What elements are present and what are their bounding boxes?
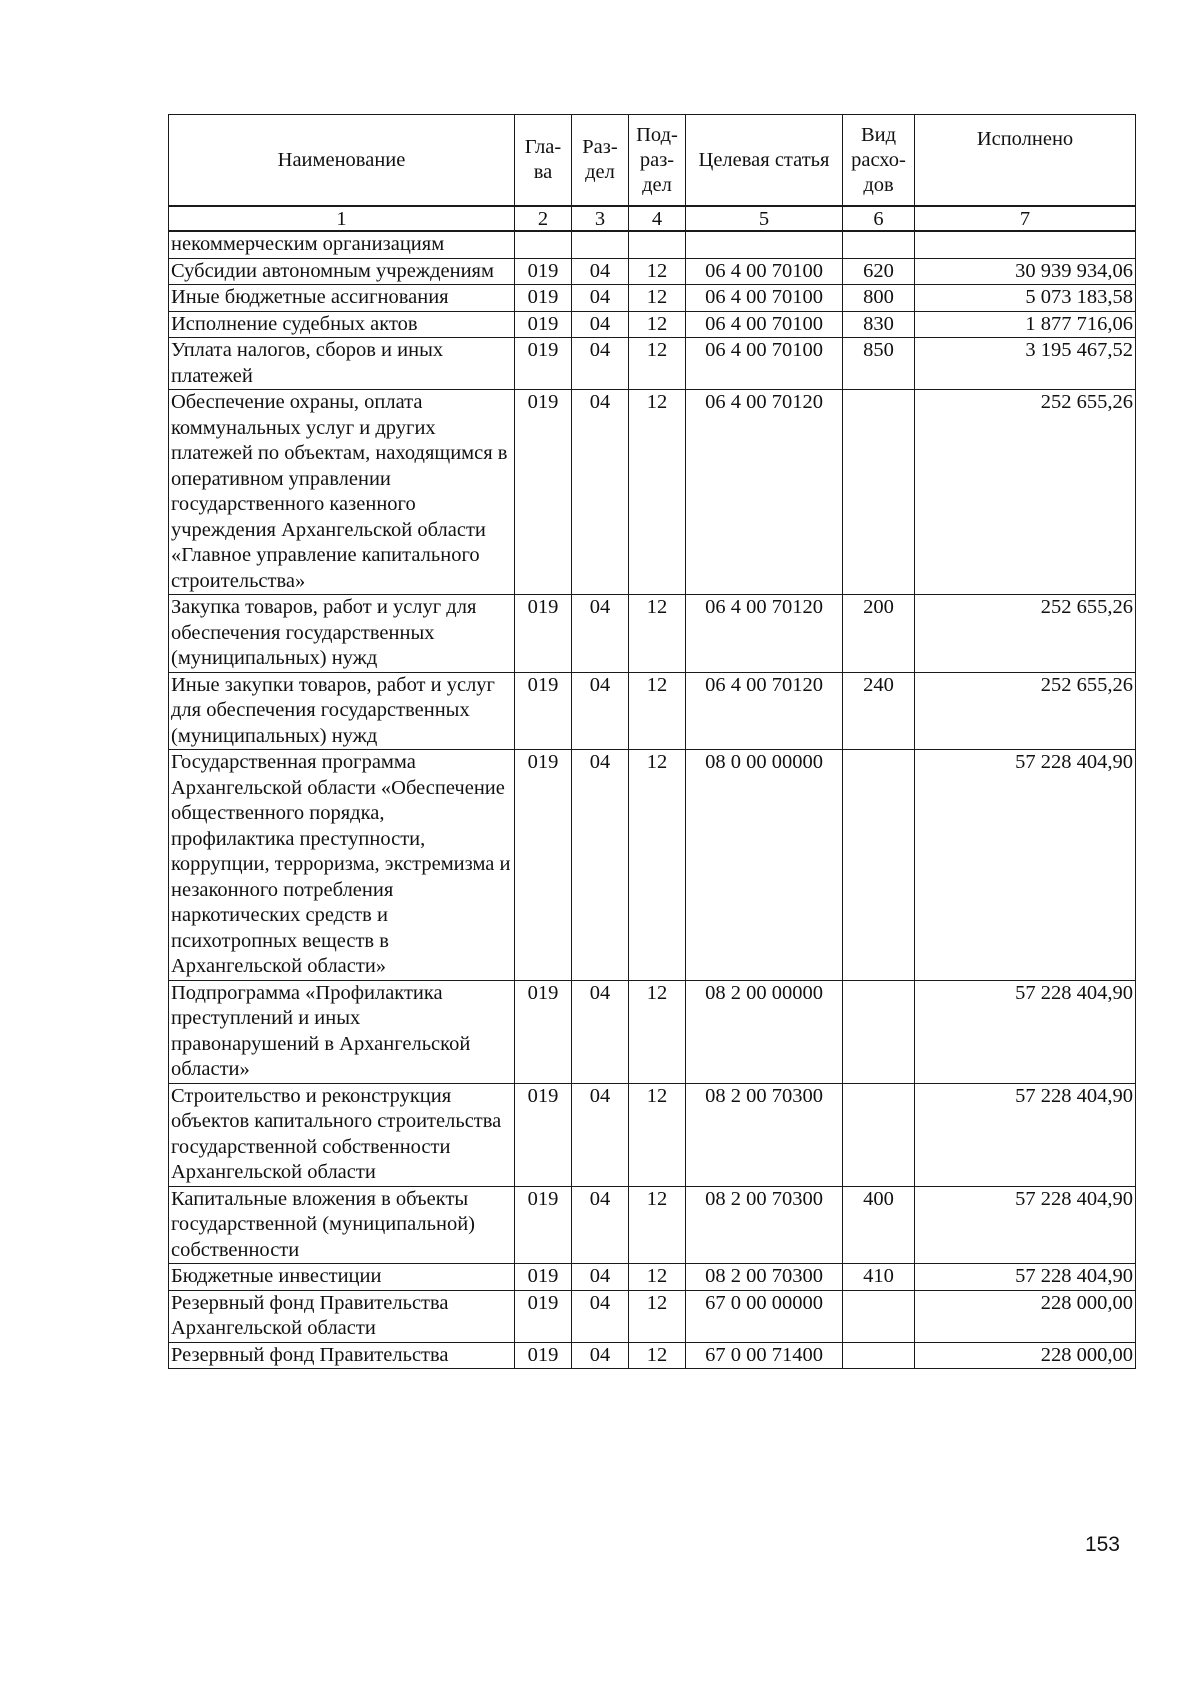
row-target-article: 06 4 00 70100 [686,285,843,312]
row-chapter: 019 [515,1186,572,1264]
row-target-article: 06 4 00 70100 [686,258,843,285]
row-executed-amount: 252 655,26 [915,390,1136,595]
row-executed-amount [915,231,1136,258]
column-number: 4 [629,206,686,231]
column-number: 7 [915,206,1136,231]
row-expense-type [843,1083,915,1186]
row-executed-amount: 57 228 404,90 [915,1264,1136,1291]
header-name: Наименование [169,115,515,207]
row-name: Резервный фонд Правительства [169,1342,515,1369]
row-expense-type: 200 [843,595,915,673]
row-executed-amount: 5 073 183,58 [915,285,1136,312]
column-number: 6 [843,206,915,231]
row-section: 04 [572,595,629,673]
row-section: 04 [572,1186,629,1264]
column-number: 2 [515,206,572,231]
row-subsection: 12 [629,390,686,595]
page-number: 153 [1084,1533,1120,1556]
row-chapter: 019 [515,338,572,390]
table-row [169,258,1136,285]
row-executed-amount: 3 195 467,52 [915,338,1136,390]
row-chapter [515,231,572,258]
row-expense-type [843,750,915,981]
table-row [169,980,1136,1083]
row-name: Исполнение судебных актов [169,311,515,338]
row-expense-type: 850 [843,338,915,390]
row-section: 04 [572,1290,629,1342]
row-target-article: 08 2 00 70300 [686,1264,843,1291]
row-subsection: 12 [629,1186,686,1264]
row-executed-amount: 228 000,00 [915,1342,1136,1369]
row-name: Субсидии автономным учреждениям [169,258,515,285]
row-target-article: 08 2 00 70300 [686,1083,843,1186]
row-section: 04 [572,285,629,312]
row-target-article: 67 0 00 00000 [686,1290,843,1342]
row-subsection: 12 [629,1083,686,1186]
row-target-article: 08 2 00 00000 [686,980,843,1083]
row-section: 04 [572,311,629,338]
row-chapter: 019 [515,1290,572,1342]
row-chapter: 019 [515,672,572,750]
column-number: 1 [169,206,515,231]
row-subsection: 12 [629,338,686,390]
table-row [169,1264,1136,1291]
row-subsection: 12 [629,750,686,981]
row-section: 04 [572,390,629,595]
row-target-article [686,231,843,258]
row-expense-type: 240 [843,672,915,750]
row-expense-type: 620 [843,258,915,285]
table-row [169,231,1136,258]
row-section: 04 [572,980,629,1083]
row-section: 04 [572,258,629,285]
row-chapter: 019 [515,390,572,595]
table-row [169,285,1136,312]
row-expense-type: 800 [843,285,915,312]
row-section: 04 [572,1264,629,1291]
row-chapter: 019 [515,1342,572,1369]
row-expense-type [843,390,915,595]
row-section: 04 [572,750,629,981]
row-executed-amount: 252 655,26 [915,595,1136,673]
table-row [169,672,1136,750]
row-subsection: 12 [629,1342,686,1369]
row-target-article: 06 4 00 70120 [686,390,843,595]
table-row [169,750,1136,981]
table-row [169,1083,1136,1186]
row-subsection [629,231,686,258]
table-row [169,311,1136,338]
row-subsection: 12 [629,595,686,673]
row-chapter: 019 [515,258,572,285]
row-expense-type: 410 [843,1264,915,1291]
row-name: некоммерческим организациям [169,231,515,258]
row-name: Иные бюджетные ассигнования [169,285,515,312]
row-target-article: 08 0 00 00000 [686,750,843,981]
row-target-article: 08 2 00 70300 [686,1186,843,1264]
row-expense-type: 830 [843,311,915,338]
row-subsection: 12 [629,1264,686,1291]
table-row [169,1186,1136,1264]
header-executed: Исполнено [915,115,1136,207]
row-chapter: 019 [515,595,572,673]
row-name: Иные закупки товаров, работ и услуг для обеспечения государственных (муниципальных) нужд [169,672,515,750]
row-executed-amount: 1 877 716,06 [915,311,1136,338]
budget-execution-table [168,114,1136,1369]
row-executed-amount: 57 228 404,90 [915,1186,1136,1264]
row-name: Закупка товаров, работ и услуг для обеспечения государственных (муниципальных) нужд [169,595,515,673]
row-executed-amount: 252 655,26 [915,672,1136,750]
table-row [169,390,1136,595]
row-name: Обеспечение охраны, оплата коммунальных услуг и других платежей по объектам, находящимся в оперативном управлении государственного казенного учреждения Архангельской области «Главное управление капитального строительства» [169,390,515,595]
row-chapter: 019 [515,1264,572,1291]
row-subsection: 12 [629,285,686,312]
row-section [572,231,629,258]
row-executed-amount: 57 228 404,90 [915,1083,1136,1186]
header-expense-type: Вид расхо- дов [843,115,915,207]
row-section: 04 [572,672,629,750]
row-target-article: 06 4 00 70120 [686,595,843,673]
column-number: 3 [572,206,629,231]
row-subsection: 12 [629,1290,686,1342]
header-razdel: Раз- дел [572,115,629,207]
row-subsection: 12 [629,980,686,1083]
header-glava: Гла- ва [515,115,572,207]
row-name: Строительство и реконструкция объектов капитального строительства государственной собственности Архангельской области [169,1083,515,1186]
row-executed-amount: 30 939 934,06 [915,258,1136,285]
table-row [169,595,1136,673]
row-section: 04 [572,1342,629,1369]
row-section: 04 [572,338,629,390]
row-target-article: 67 0 00 71400 [686,1342,843,1369]
table-row [169,338,1136,390]
row-subsection: 12 [629,672,686,750]
row-chapter: 019 [515,980,572,1083]
row-subsection: 12 [629,258,686,285]
row-executed-amount: 57 228 404,90 [915,980,1136,1083]
table-row [169,1342,1136,1369]
row-section: 04 [572,1083,629,1186]
row-name: Бюджетные инвестиции [169,1264,515,1291]
row-chapter: 019 [515,285,572,312]
row-executed-amount: 57 228 404,90 [915,750,1136,981]
row-chapter: 019 [515,1083,572,1186]
row-name: Капитальные вложения в объекты государственной (муниципальной) собственности [169,1186,515,1264]
row-name: Государственная программа Архангельской области «Обеспечение общественного порядка, профилактика преступности, коррупции, терроризма, экстремизма и незаконного потребления наркотических средств и психотропных веществ в Архангельской области» [169,750,515,981]
column-number-row [169,206,1136,231]
row-chapter: 019 [515,311,572,338]
header-podrazdel: Под- раз- дел [629,115,686,207]
row-name: Подпрограмма «Профилактика преступлений и иных правонарушений в Архангельской области» [169,980,515,1083]
row-expense-type: 400 [843,1186,915,1264]
row-expense-type [843,1342,915,1369]
header-target-article: Целевая статья [686,115,843,207]
row-name: Уплата налогов, сборов и иных платежей [169,338,515,390]
row-target-article: 06 4 00 70120 [686,672,843,750]
row-name: Резервный фонд Правительства Архангельской области [169,1290,515,1342]
row-expense-type [843,1290,915,1342]
table-row [169,1290,1136,1342]
row-subsection: 12 [629,311,686,338]
table-body [169,231,1136,1369]
row-target-article: 06 4 00 70100 [686,311,843,338]
row-executed-amount: 228 000,00 [915,1290,1136,1342]
header-row [169,115,1136,207]
row-expense-type [843,231,915,258]
row-expense-type [843,980,915,1083]
row-chapter: 019 [515,750,572,981]
column-number: 5 [686,206,843,231]
row-target-article: 06 4 00 70100 [686,338,843,390]
